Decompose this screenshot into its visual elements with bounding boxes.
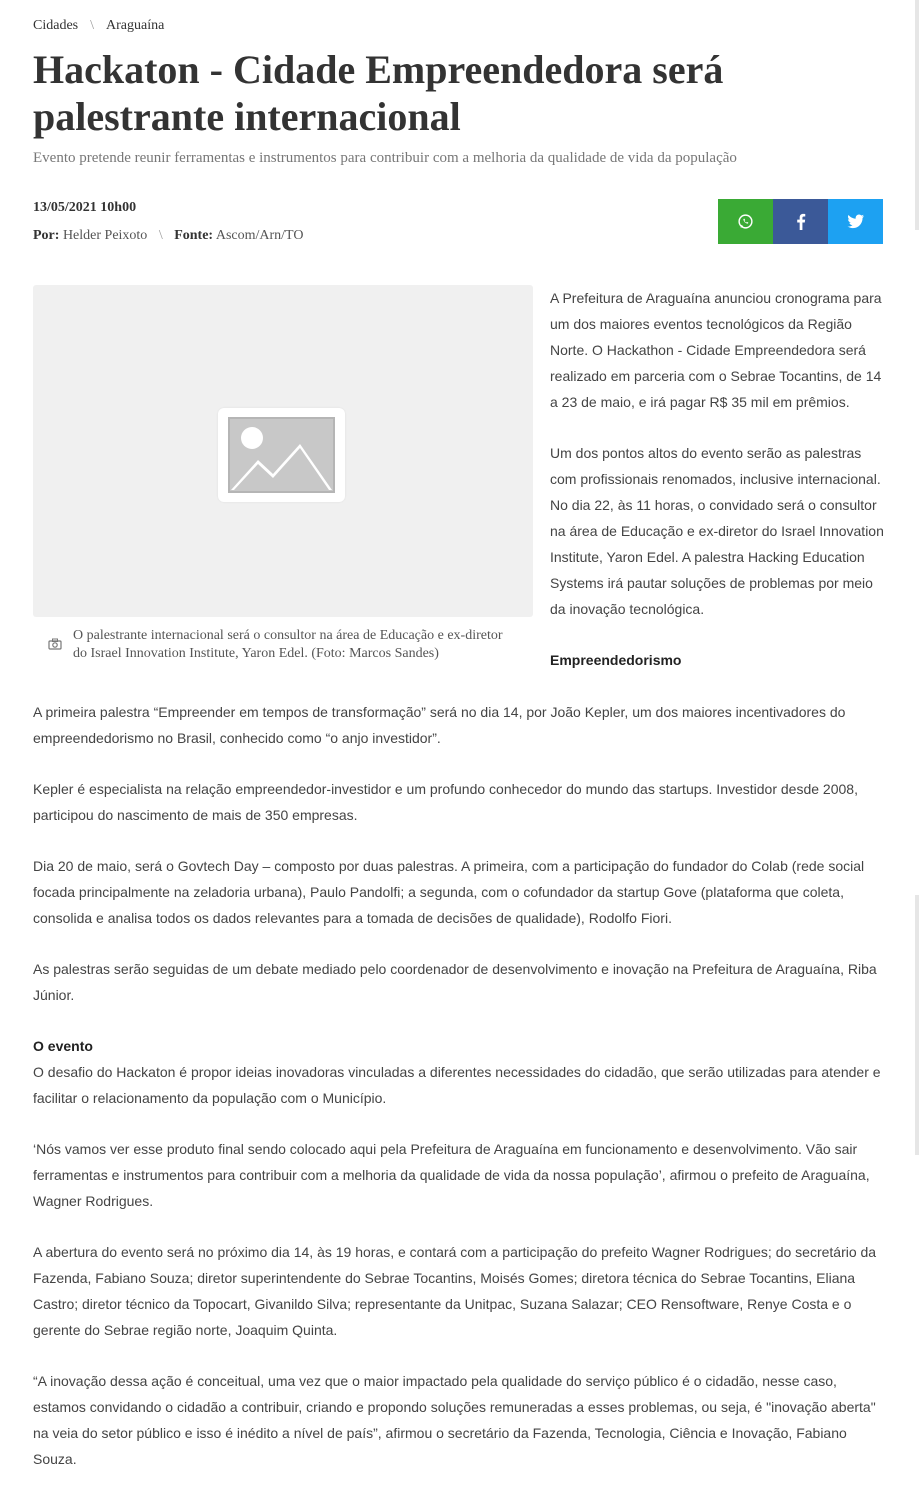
breadcrumb-city-link[interactable]: Araguaína — [106, 18, 165, 33]
paragraph: As palestras serão seguidas de um debate mediado pelo coordenador de desenvolvimento e inovação na Prefeitura de Araguaína, Riba Júnior. — [33, 961, 877, 1003]
caption-text: O palestrante internacional será o consultor na área de Educação e ex-diretor do Israel Innovation Institute, Yaron Edel. (Foto: Marcos Sandes) — [73, 628, 503, 661]
article-byline — [33, 228, 303, 244]
breadcrumb-separator: \ — [90, 18, 94, 33]
paragraph: Kepler é especialista na relação empreendedor-investidor e um profundo conhecedor do mundo das startups. Investidor desde 2008, participou do nascimento de mais de 350 empresas. — [33, 781, 858, 823]
facebook-icon — [796, 213, 806, 230]
image-placeholder-icon — [218, 408, 345, 502]
scrollbar-track[interactable] — [915, 895, 919, 1155]
facebook-share-button[interactable] — [773, 199, 828, 244]
article-image — [33, 285, 533, 617]
paragraph: Dia 20 de maio, será o Govtech Day – composto por duas palestras. A primeira, com a participação do fundador do Colab (rede social focada principalmente na zeladoria urbana), Paulo Pandolfi; a segunda, com o cofundador da startup Gove (plataforma que coleta, consolida e analisa todos os dados relevantes para a tomada de decisões de qualidade), Rodolfo Fiori. — [33, 858, 865, 926]
author-label: Por: — [33, 228, 60, 243]
whatsapp-icon — [737, 213, 754, 230]
paragraph: A primeira palestra “Empreender em tempos de transformação” será no dia 14, por João Kepler, um dos maiores incentivadores do empreendedorismo no Brasil, conhecido como “o anjo investidor”. — [33, 704, 846, 746]
article-side-column — [550, 285, 885, 673]
paragraph: ‘Nós vamos ver esse produto final sendo colocado aqui pela Prefeitura de Araguaína em funcionamento e desenvolvimento. Vão sair ferramentas e instrumentos para contribuir com a melhoria da qualidade de vida da nossa população’, afirmou o prefeito de Araguaína, Wagner Rodrigues. — [33, 1141, 870, 1209]
paragraph: A abertura do evento será no próximo dia 14, às 19 horas, e contará com a participação do prefeito Wagner Rodrigues; do secretário da Fazenda, Fabiano Souza; diretor superintendente do Sebrae Tocantins, Moisés Gomes; diretora técnica do Sebrae Tocantins, Eliana Castro; diretor técnico da Topocart, Givanildo Silva; representante da Unitpac, Suzana Salazar; CEO Rensoftware, Renye Costa e o gerente do Sebrae região norte, Joaquim Quinta. — [33, 1244, 877, 1338]
twitter-icon — [847, 214, 864, 229]
paragraph: A Prefeitura de Araguaína anunciou cronograma para um dos maiores eventos tecnológicos da Região Norte. O Hackathon - Cidade Empreendedora será realizado em parceria com o Sebrae Tocantins, de 14 a 23 de maio, e irá pagar R$ 35 mil em prêmios. — [550, 290, 882, 410]
source-label: Fonte: — [174, 228, 214, 243]
breadcrumb-section-link[interactable]: Cidades — [33, 18, 79, 33]
share-buttons — [718, 199, 883, 244]
byline-separator: \ — [158, 228, 163, 243]
paragraph: Um dos pontos altos do evento serão as palestras com profissionais renomados, inclusive internacional. No dia 22, às 11 horas, o convidado será o consultor na área de Educação e ex-diretor do Israel Innovation Institute, Yaron Edel. A palestra Hacking Education Systems irá pautar soluções de problemas por meio da inovação tecnológica. — [550, 445, 884, 617]
twitter-share-button[interactable] — [828, 199, 883, 244]
scrollbar-track[interactable] — [915, 0, 919, 230]
article-title: Hackaton - Cidade Empreendedora será palestrante internacional — [33, 47, 724, 139]
image-caption — [48, 627, 518, 663]
camera-icon — [48, 638, 62, 650]
paragraph: O desafio do Hackaton é propor ideias inovadoras vinculadas a diferentes necessidades do cidadão, que serão utilizadas para atender e facilitar o relacionamento da população com o Município. — [33, 1064, 881, 1106]
article-body — [33, 699, 885, 1497]
section-heading-o-evento: O evento — [33, 1038, 93, 1054]
article-date: 13/05/2021 10h00 — [33, 200, 137, 215]
article-subtitle: Evento pretende reunir ferramentas e instrumentos para contribuir com a melhoria da qualidade de vida da população — [33, 150, 737, 166]
section-heading-empreendedorismo: Empreendedorismo — [550, 652, 682, 668]
paragraph: “A inovação dessa ação é conceitual, uma vez que o maior impactado pela qualidade do serviço público é o cidadão, nesse caso, estamos convidando o cidadão a contribuir, criando e propondo soluções remuneradas a esses problemas, ou seja, é "inovação aberta" na veia do setor público e isso é inédito a nível de país”, afirmou o secretário da Fazenda, Tecnologia, Ciência e Inovação, Fabiano Souza. — [33, 1373, 876, 1467]
breadcrumb — [33, 18, 164, 34]
whatsapp-share-button[interactable] — [718, 199, 773, 244]
author-name: Helder Peixoto — [62, 228, 148, 243]
source-name: Ascom/Arn/TO — [215, 228, 304, 243]
